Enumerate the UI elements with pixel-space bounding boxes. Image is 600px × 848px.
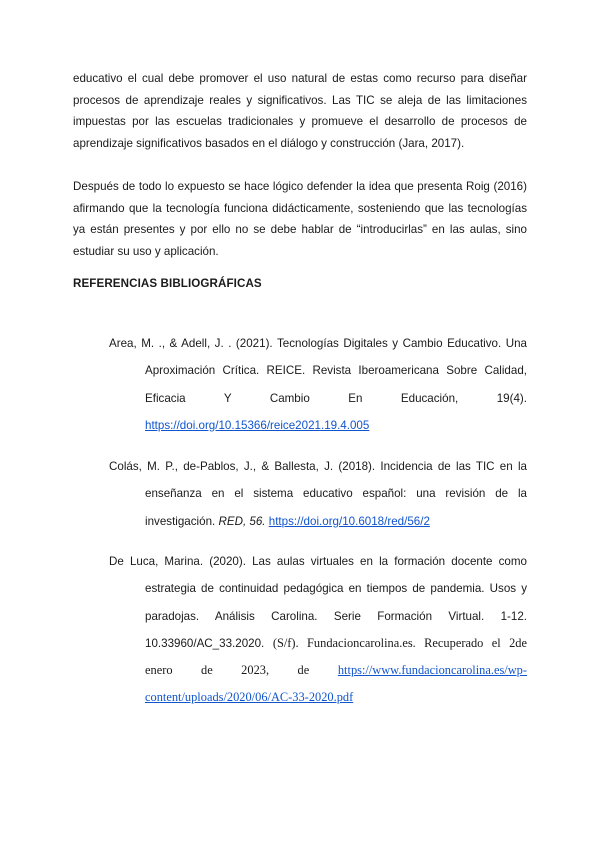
reference-text: Colás, M. P., de-Pablos, J., & Ballesta, J. (2018). Incidencia de las TIC en la enseñanza en el sistema educativo español: una revisión de la investigación. (109, 460, 527, 528)
body-paragraph-1: educativo el cual debe promover el uso natural de estas como recurso para diseñar procesos de aprendizaje reales y significativos. Las TIC se aleja de las limitaciones impuestas por las escuelas tradicionales y promueve el desarrollo de procesos de aprendizaje significativos basados en el diálogo y construcción (Jara, 2017). (73, 72, 527, 151)
reference-retrieval-note: (S/f). Fundacioncarolina.es. Recuperado el 2de enero de 2023, de (145, 635, 527, 678)
body-paragraph-2: Después de todo lo expuesto se hace lógico defender la idea que presenta Roig (2016) afirmando que la tecnología funciona didácticamente, sosteniendo que las tecnologías ya están presentes y por ello no se debe hablar de “introducirlas” en las aulas, sino estudiar su uso y aplicación. (73, 180, 527, 259)
reference-item-de-luca (109, 548, 527, 712)
reference-doi-link[interactable]: https://doi.org/10.15366/reice2021.19.4.005 (145, 418, 370, 432)
reference-text: Area, M. ., & Adell, J. . (2021). Tecnologías Digitales y Cambio Educativo. Una Aproximación Crítica. REICE. Revista Iberoamericana Sobre Calidad, Eficacia Y Cambio En Educación, 19(4). (109, 337, 527, 405)
reference-journal: RED, 56. (218, 514, 266, 528)
reference-doi-link[interactable]: https://doi.org/10.6018/red/56/2 (268, 514, 430, 528)
reference-text: De Luca, Marina. (2020). Las aulas virtuales en la formación docente como estrategia de continuidad pedagógica en tiempos de pandemia. Usos y paradojas. Análisis Carolina. Serie Formación Virtual. 1-12. 10.33960/AC_33.2020. (109, 555, 527, 650)
references-heading: REFERENCIAS BIBLIOGRÁFICAS (73, 277, 262, 290)
reference-item-area-adell (109, 330, 527, 439)
reference-url-link[interactable]: https://www.fundacioncarolina.es/wp-content/uploads/2020/06/AC-33-2020.pdf (145, 663, 527, 705)
reference-item-colas (109, 453, 527, 535)
